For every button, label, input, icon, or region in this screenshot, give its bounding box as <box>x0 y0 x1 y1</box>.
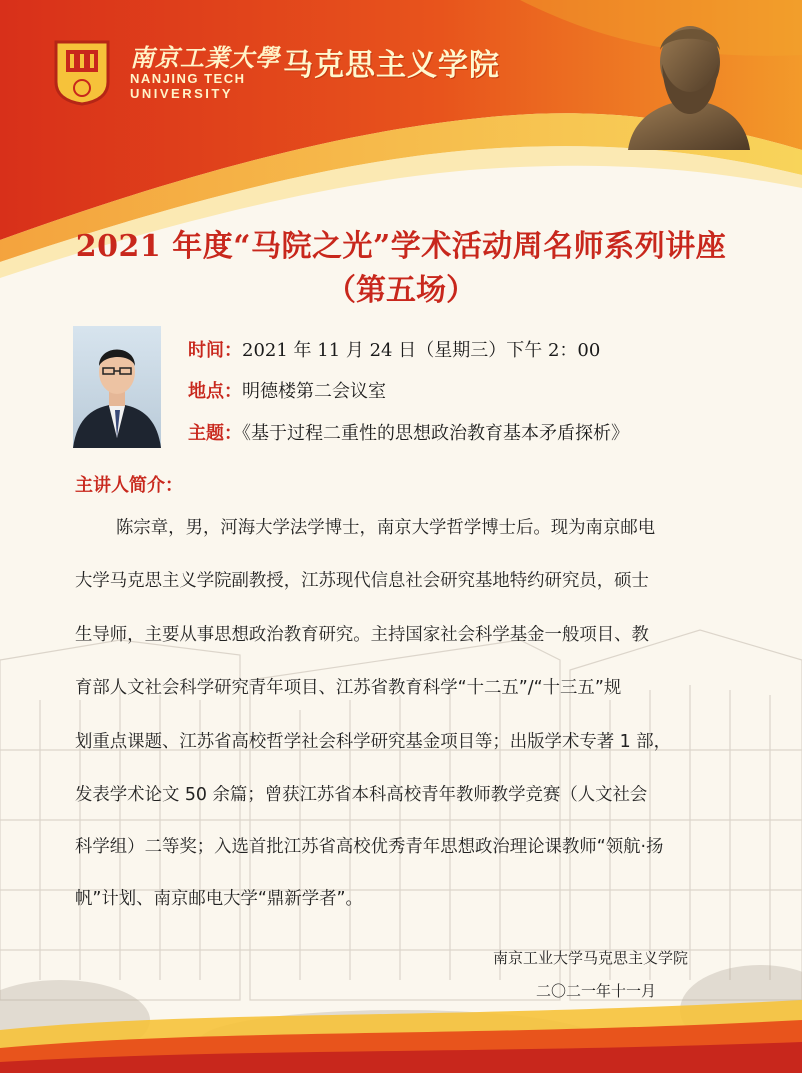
topic-label: 主题： <box>188 423 242 444</box>
event-topic <box>188 419 629 445</box>
topic-value: 《基于过程二重性的思想政治教育基本矛盾探析》 <box>242 423 629 444</box>
intro-line: 生导师，主要从事思想政治教育研究。主持国家社会科学基金一般项目、教 <box>75 625 649 645</box>
intro-line: 陈宗章，男，河海大学法学博士，南京大学哲学博士后。现为南京邮电 <box>116 518 656 538</box>
university-logo <box>52 38 112 106</box>
lecture-session: （第五场） <box>326 273 476 308</box>
footer-wave <box>0 990 802 1073</box>
signature-organization: 南京工业大学马克思主义学院 <box>493 949 689 967</box>
intro-line: 育部人文社会科学研究青年项目、江苏省教育科学“十二五”/“十三五”规 <box>75 678 622 698</box>
intro-line: 帆”计划、南京邮电大学“鼎新学者”。 <box>75 889 363 909</box>
university-name-cn: 南京工業大學 <box>130 43 280 72</box>
speaker-intro-heading: 主讲人简介： <box>75 475 183 496</box>
event-place <box>188 377 386 403</box>
lecture-title: 2021 年度“马院之光”学术活动周名师系列讲座 <box>75 229 727 264</box>
university-name-en-line1: NANJING TECH <box>130 71 246 86</box>
marx-bust-image <box>618 10 758 150</box>
time-label: 时间： <box>188 340 242 361</box>
university-name-en-line2: UNIVERSITY <box>130 86 234 101</box>
signature-date: 二〇二一年十一月 <box>536 982 657 1000</box>
event-time <box>188 336 600 362</box>
intro-line: 划重点课题、江苏省高校哲学社会科学研究基金项目等；出版学术专著 1 部， <box>75 732 672 752</box>
speaker-photo <box>73 326 161 448</box>
school-name: 马克思主义学院 <box>283 48 500 83</box>
intro-line: 科学组）二等奖；入选首批江苏省高校优秀青年思想政治理论课教师“领航·扬 <box>75 837 664 857</box>
place-value: 明德楼第二会议室 <box>242 381 386 402</box>
place-label: 地点： <box>188 381 242 402</box>
time-value: 2021 年 11 月 24 日（星期三）下午 2：00 <box>242 340 601 361</box>
intro-line: 大学马克思主义学院副教授，江苏现代信息社会研究基地特约研究员，硕士 <box>75 571 649 591</box>
intro-line: 发表学术论文 50 余篇；曾获江苏省本科高校青年教师教学竞赛（人文社会 <box>75 785 648 805</box>
